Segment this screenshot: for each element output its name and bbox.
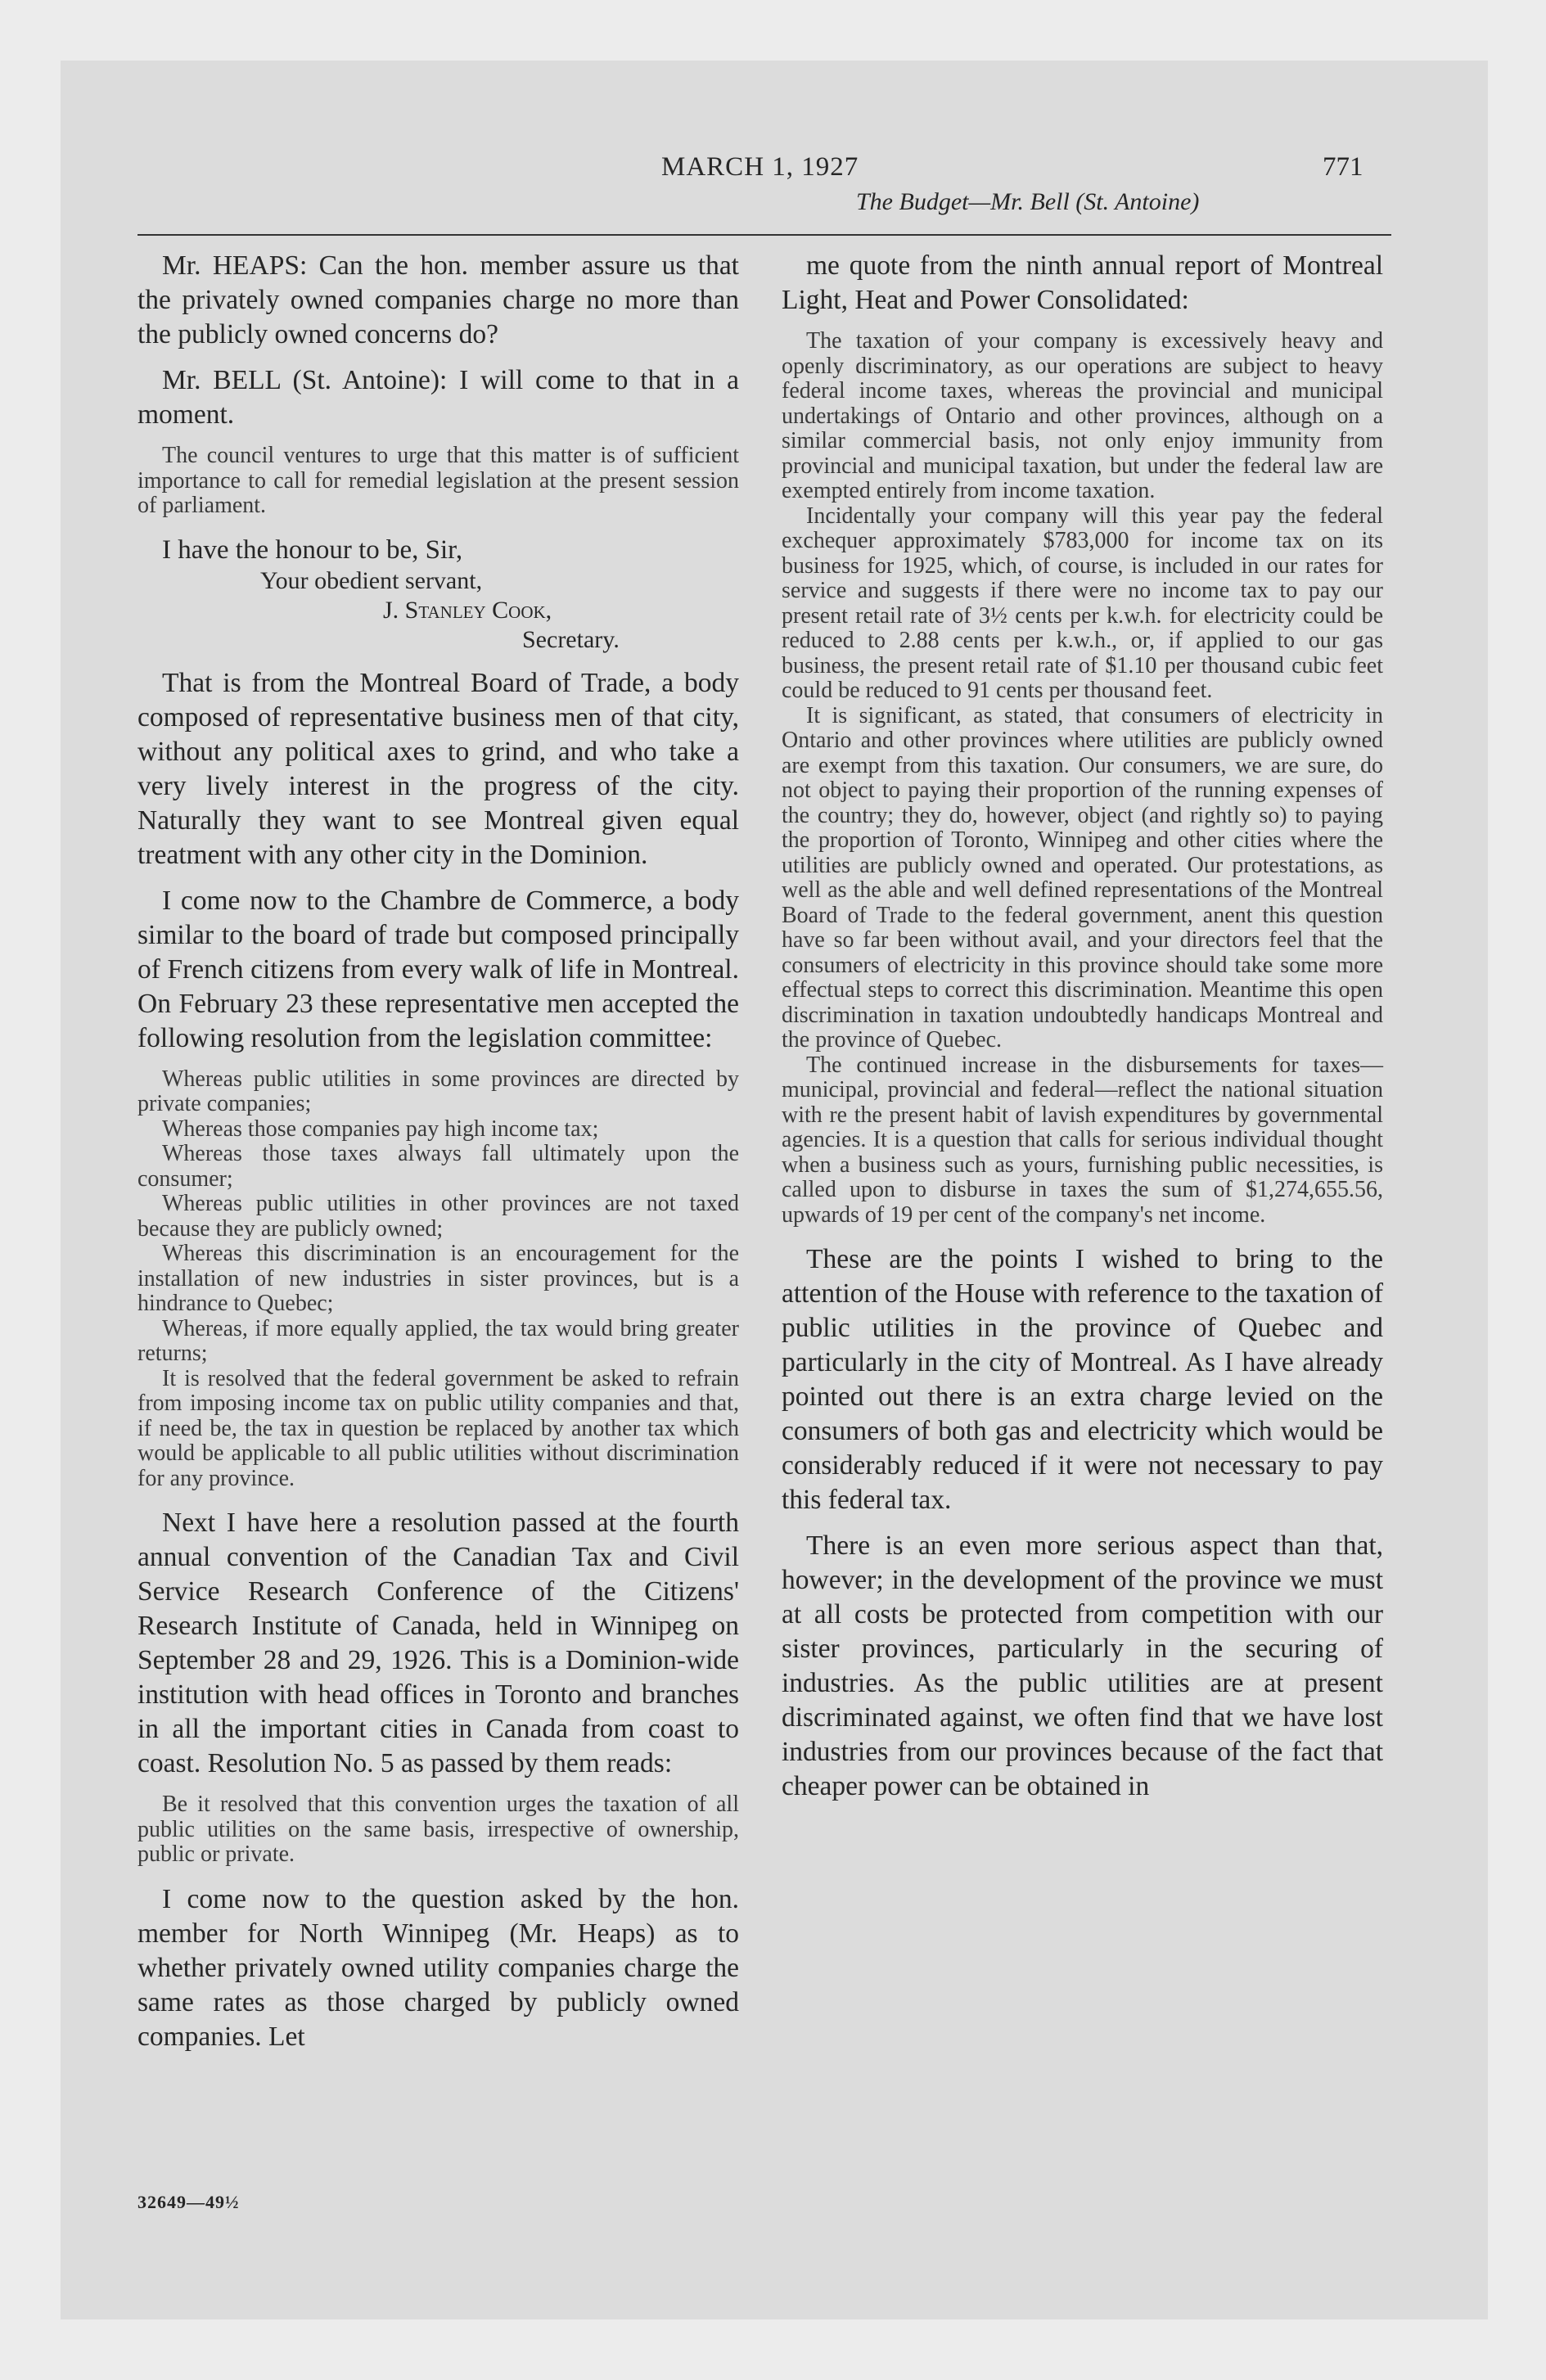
print-code: 32649—49½ — [137, 2192, 240, 2212]
signature-salutation: I have the honour to be, Sir, — [162, 534, 463, 565]
bell-reply: Mr. BELL (St. Antoine): I will come to that in a moment. — [137, 365, 739, 430]
page-number: 771 — [1323, 152, 1363, 182]
quote-paragraph: Whereas those companies pay high income tax; — [162, 1116, 599, 1142]
quote-paragraph: Whereas public utilities in other provinces are not taxed because they are publicly owned; — [137, 1191, 739, 1242]
quote-paragraph: Incidentally your company will this year pay the federal exchequer approximately $783,000 for income tax on its business for 1925, which, of course, is included in our rates for service and suggests if there were no income tax to pay our present retail rate of 3½ cents per k.w.h. for electricity could be reduced to 2.88 cents per k.w.h., or, if applied to our gas business, the present retail rate of $1.10 per thousand cubic feet could be reduced to 91 cents per thousand feet. — [782, 503, 1383, 703]
quote-paragraph: The continued increase in the disbursements for taxes—municipal, provincial and federal—reflect the national situation with re the present habit of lavish expenditures by governmental agencies. It is a question that calls for serious individual thought when a business such as yours, furnishing public necessities, is called upon to disburse in taxes the sum of $1,274,655.56, upwards of 19 per cent of the company's net income. — [782, 1052, 1383, 1228]
signature-title: Secretary. — [522, 625, 620, 653]
quote-paragraph: The taxation of your company is excessively heavy and openly discriminatory, as our operations are subject to heavy federal income taxes, whereas the provincial and municipal undertakings of Ontario and other provinces, although on a similar commercial basis, not only enjoy immunity from provincial and municipal taxation, but under the federal law are exempted entirely from income taxation. — [782, 328, 1383, 503]
signature-closing: Your obedient servant, — [260, 566, 483, 594]
annual-report-quote — [782, 329, 1383, 1228]
council-letter-quote — [137, 444, 739, 519]
points-summary-paragraph: These are the points I wished to bring to the attention of the House with reference to the taxation of public utilities in the province of Quebec and particularly in the city of Montreal. As I have already pointed out there is an extra charge levied on the consumers of both gas and electricity which would be considerably reduced if it were not necessary to pay this federal tax. — [782, 1244, 1383, 1515]
right-column — [782, 249, 1383, 1815]
signature-name: J. Stanley Cook, — [383, 596, 552, 624]
left-column — [137, 249, 739, 2066]
quote-paragraph: It is significant, as stated, that consumers of electricity in Ontario and other provinces where utilities are publicly owned are exempt from this taxation. Our consumers, we are sure, do not object to paying their proportion of the running expenses of the country; they do, however, object (and rightly so) to paying the proportion of Toronto, Winnipeg and other cities where the utilities are publicly owned and operated. Our protestations, as well as the able and well defined representations of the Montreal Board of Trade to the federal government, anent this question have so far been without avail, and your directors feel that the consumers of electricity in this province should take some more effectual steps to correct this discrimination. Meantime this open discrimination in taxation undoubtedly handicaps Montreal and the province of Quebec. — [782, 702, 1383, 1053]
quote-paragraph: It is resolved that the federal government be asked to refrain from imposing income tax on public utility companies and that, if need be, the tax in question be replaced by another tax which would be applicable to all public utilities without discrimination for any province. — [137, 1365, 739, 1491]
header-divider — [137, 234, 1391, 236]
chambre-de-commerce-paragraph: I come now to the Chambre de Commerce, a body similar to the board of trade but composed principally of French citizens from every walk of life in Montreal. On February 23 these representative men accepted the following resolution from the legislation committee: — [137, 885, 739, 1053]
page-date: MARCH 1, 1927 — [661, 152, 859, 182]
board-of-trade-paragraph: That is from the Montreal Board of Trade, a body composed of representative business men of that city, without any political axes to grind, and who take a very lively interest in the progress of the city. Naturally they want to see Montreal given equal treatment with any other city in the Dominion. — [137, 667, 739, 870]
research-conference-paragraph: Next I have here a resolution passed at the fourth annual convention of the Canadian Tax and Civil Service Research Conference of the Citizens' Research Institute of Canada, held in Winnipeg on September 28 and 29, 1926. This is a Dominion-wide institution with head offices in Toronto and branches in all the important cities in Canada from coast to coast. Resolution No. 5 as passed by them reads: — [137, 1508, 739, 1778]
quote-paragraph: Whereas public utilities in some provinces are directed by private companies; — [137, 1066, 739, 1116]
quote-paragraph: The council ventures to urge that this matter is of sufficient importance to call for remedial legislation at the present session of parliament. — [137, 443, 739, 518]
resolution-five-quote — [137, 1792, 739, 1868]
running-head: The Budget—Mr. Bell (St. Antoine) — [856, 188, 1200, 215]
rates-question-paragraph: I come now to the question asked by the hon. member for North Winnipeg (Mr. Heaps) as to whether privately owned utility companies charge the same rates as those charged by publicly owned companies. Let — [137, 1883, 739, 2052]
quote-paragraph: Whereas those taxes always fall ultimately upon the consumer; — [137, 1141, 739, 1192]
heaps-question: Mr. HEAPS: Can the hon. member assure us that the privately owned companies charge no more than the publicly owned concerns do? — [137, 250, 739, 349]
quote-paragraph: Be it resolved that this convention urges the taxation of all public utilities on the same basis, irrespective of ownership, public or private. — [137, 1792, 739, 1867]
quote-paragraph: Whereas this discrimination is an encouragement for the installation of new industries in sister provinces, but is a hindrance to Quebec; — [137, 1241, 739, 1316]
chambre-resolution-quote — [137, 1067, 739, 1492]
quote-paragraph: Whereas, if more equally applied, the tax would bring greater returns; — [137, 1315, 739, 1366]
letter-signature — [137, 534, 739, 655]
report-intro-paragraph: me quote from the ninth annual report of Montreal Light, Heat and Power Consolidated: — [782, 250, 1383, 315]
serious-aspect-paragraph: There is an even more serious aspect than that, however; in the development of the province we must at all costs be protected from competition with our sister provinces, particularly in the securing of industries. As the public utilities are at present discriminated against, we often find that we have lost industries from our provinces because of the fact that cheaper power can be obtained in — [782, 1530, 1383, 1801]
